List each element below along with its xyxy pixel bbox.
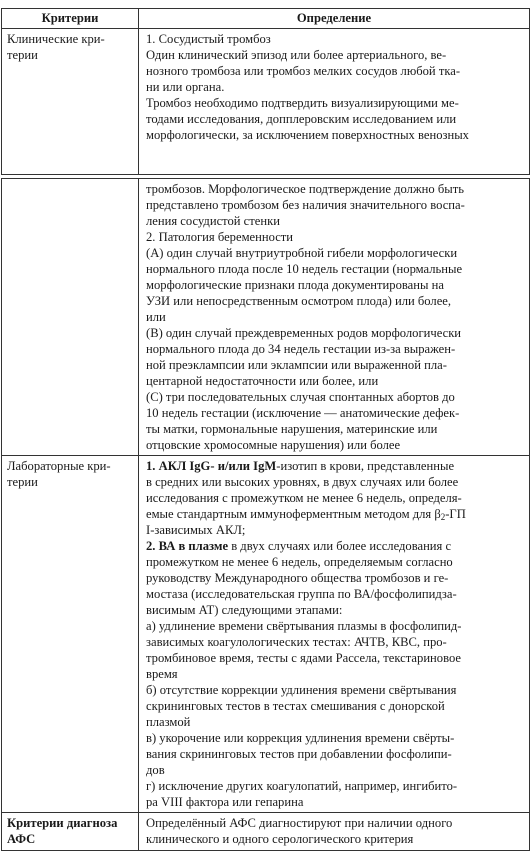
va-lines [146,554,526,810]
text-line: 2. Патология беременности [146,230,294,244]
va-line-1 [146,538,526,554]
text-line: ра VIII фактора или гепарина [146,795,304,809]
table-row-diagnosis [2,813,530,851]
text-line: время [146,667,178,681]
text-line: Определённый АФС диагностируют при наличии одного [146,816,453,830]
clinical-label-line: терии [7,48,38,62]
va-line-1-text: в двух случаях или более исследования с [228,539,452,553]
text-line: ления сосудистой стенки [146,214,280,228]
text-line: 10 недель гестации (исключение — анатомические дефек- [146,406,460,420]
text-line: плазмой [146,715,191,729]
clinical-label-line: Клинические кри- [7,32,105,46]
text-line: нозного тромбоза или тромбоз мелких сосудов любой тка- [146,64,461,78]
text-line: тромбиновое время, тесты с ядами Рассела, текстариновое [146,651,461,665]
text-line: (В) один случай преждевременных родов морфологически [146,326,462,340]
table-row-lab [2,456,530,813]
acl-method-suffix: -ГП [445,507,466,521]
header-definition: Определение [139,9,530,29]
text-line: дов [146,763,165,777]
text-line: центарной недостаточности или более, или [146,374,379,388]
text-line: (А) один случай внутриутробной гибели морфологически [146,246,458,260]
diagnosis-label-line: Критерии диагноза [7,816,118,830]
text-line: скрининговых тестов в тестах смешивания с донорской [146,699,445,713]
criteria-table-part1 [1,8,530,175]
criteria-table-part2 [1,178,530,851]
lab-label-text [7,458,135,490]
acl-heading: 1. АКЛ IgG- и/или IgM [146,459,277,473]
va-heading: 2. ВА в плазме [146,539,229,553]
clinical-definition-part2 [139,179,530,456]
text-line: клинического и одного серологического критерия [146,832,414,846]
diagnosis-lines [146,815,526,847]
text-line: ни или органа. [146,80,225,94]
lab-label-line: терии [7,475,38,489]
text-line: Один клинический эпизод или более артериального, ве- [146,48,447,62]
diagnosis-label-line: АФС [7,832,36,846]
text-line: представлено тромбозом без наличия значительного воспа- [146,198,465,212]
clinical-definition-part1 [139,29,530,175]
clinical-part2-lines [146,181,526,453]
header-criteria: Критерии [2,9,139,29]
text-line: руководству Международного общества тромбозов и ге- [146,571,449,585]
text-line: вания скрининговых тестов при добавлении фосфолипи- [146,747,452,761]
lab-criteria-label [2,456,139,813]
acl-line-method [146,506,526,522]
clinical-criteria-label-cont [2,179,139,456]
text-line: а) удлинение времени свёртывания плазмы в фосфолипид- [146,619,462,633]
text-line: промежутком не менее 6 недель, определяемым согласно [146,555,453,569]
clinical-label-text [7,31,135,63]
text-line: г) исключение других коагулопатий, например, ингибито- [146,779,458,793]
text-line: нормального плода до 34 недель гестации из-за выражен- [146,342,456,356]
text-line: висимым АТ) следующими этапами: [146,603,343,617]
diagnosis-label-text [7,815,135,847]
text-line: отцовские хромосомные нарушения) или более [146,438,401,452]
text-line: зависимых коагулологических тестах: АЧТВ, КВС, про- [146,635,447,649]
acl-subscript: 2 [440,512,446,522]
text-line: 1. Сосудистый тромбоз [146,32,271,46]
text-line: в) укорочение или коррекция удлинения времени свёрты- [146,731,455,745]
diagnosis-criteria-label [2,813,139,851]
text-line: ной преэклампсии или эклампсии или выраженной пла- [146,358,447,372]
acl-line-1-text: -изотип в крови, представленные [276,459,455,473]
text-line: мостаза (исследовательская группа по ВА/фосфолипидза- [146,587,457,601]
text-line: морфологически, за исключением поверхностных венозных [146,128,469,142]
text-line: в средних или высоких уровнях, в двух случаях или более [146,475,459,489]
acl-lines [146,474,526,506]
acl-method-text: емые стандартным иммуноферментным методом для β [146,507,441,521]
clinical-part1-lines [146,31,526,143]
text-line: морфологические признаки плода документированы на [146,278,444,292]
text-line: (С) три последовательных случая спонтанных абортов до [146,390,455,404]
text-line: исследования с промежутком не менее 6 недель, определя- [146,491,462,505]
text-line: ты матки, гормональные нарушения, материнские или [146,422,438,436]
text-line: УЗИ или непосредственным осмотром плода) или более, [146,294,452,308]
text-line: тодами исследования, допплеровским исследованием или [146,112,457,126]
diagnosis-definition [139,813,530,851]
text-line: тромбозов. Морфологическое подтверждение должно быть [146,182,464,196]
lab-label-line: Лабораторные кри- [7,459,111,473]
table-row-clinical [2,29,530,175]
clinical-criteria-label [2,29,139,175]
table-row-clinical-cont [2,179,530,456]
text-line: б) отсутствие коррекции удлинения времени свёртывания [146,683,457,697]
text-line: Тромбоз необходимо подтвердить визуализирующими ме- [146,96,459,110]
text-line: нормального плода после 10 недель гестации (нормальные [146,262,463,276]
acl-line-1 [146,458,526,474]
text-line: или [146,310,166,324]
table-header-row [2,9,530,29]
acl-line-end: I-зависимых АКЛ; [146,523,246,537]
lab-definition [139,456,530,813]
